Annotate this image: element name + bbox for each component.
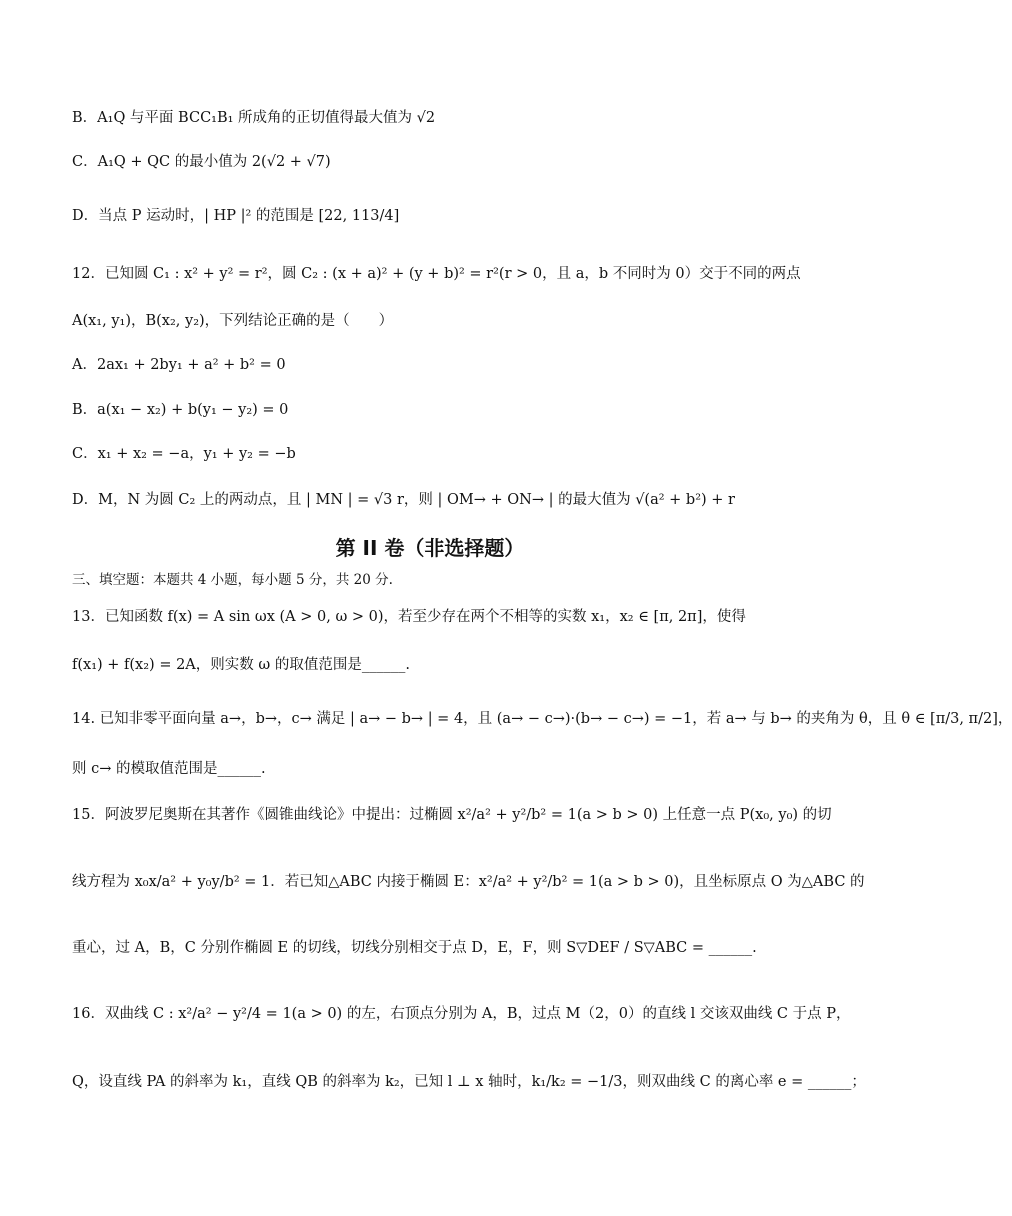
question-16-stem-cont: Q，设直线 PA 的斜率为 k₁，直线 QB 的斜率为 k₂，已知 l ⊥ x 轴时，k₁/k₂ = −1/3，则双曲线 C 的离心率 e = ______；: [72, 1074, 866, 1090]
option-c-q12: C．x₁ + x₂ = −a，y₁ + y₂ = −b: [72, 446, 296, 462]
question-15-stem-cont: 线方程为 x₀x/a² + y₀y/b² = 1．若已知△ABC 内接于椭圆 E：x²/a² + y²/b² = 1(a > b > 0)，且坐标原点 O 为△ABC 的: [72, 874, 865, 890]
option-a-q12: A．2ax₁ + 2by₁ + a² + b² = 0: [72, 357, 286, 373]
question-14-stem: 14. 已知非零平面向量 a→，b→，c→ 满足 | a→ − b→ | = 4，且 (a→ − c→)·(b→ − c→) = −1，若 a→ 与 b→ 的夹角为 θ，且 θ ∈ [π/3, π/2]，: [72, 711, 1012, 727]
option-b-q11: B．A₁Q 与平面 BCC₁B₁ 所成角的正切值得最大值为 √2: [72, 110, 436, 126]
option-c-q11: C．A₁Q + QC 的最小值为 2(√2 + √7): [72, 154, 331, 170]
question-12-stem: 12．已知圆 C₁ : x² + y² = r²，圆 C₂ : (x + a)² + (y + b)² = r²(r > 0，且 a，b 不同时为 0）交于不同的两点: [72, 266, 801, 282]
section-heading: 第 II 卷（非选择题）: [335, 536, 525, 560]
question-16-stem: 16．双曲线 C : x²/a² − y²/4 = 1(a > 0) 的左，右顶点分别为 A，B，过点 M（2，0）的直线 l 交该双曲线 C 于点 P，: [72, 1006, 851, 1022]
question-14-stem-cont: 则 c→ 的模取值范围是______.: [72, 761, 266, 777]
question-12-stem-cont: A(x₁, y₁)，B(x₂, y₂)，下列结论正确的是（ ）: [72, 313, 394, 329]
question-15-stem: 15．阿波罗尼奥斯在其著作《圆锥曲线论》中提出：过椭圆 x²/a² + y²/b² = 1(a > b > 0) 上任意一点 P(x₀, y₀) 的切: [72, 807, 832, 823]
option-b-q12: B．a(x₁ − x₂) + b(y₁ − y₂) = 0: [72, 402, 289, 418]
question-15-stem-end: 重心，过 A，B，C 分别作椭圆 E 的切线，切线分别相交于点 D，E，F，则 S▽DEF / S▽ABC = ______.: [72, 940, 757, 956]
question-13-stem-cont: f(x₁) + f(x₂) = 2A，则实数 ω 的取值范围是______.: [72, 657, 410, 673]
option-d-q12: D．M，N 为圆 C₂ 上的两动点，且 | MN | = √3 r，则 | OM→ + ON→ | 的最大值为 √(a² + b²) + r: [72, 492, 735, 508]
section-instructions: 三、填空题：本题共 4 小题，每小题 5 分，共 20 分.: [72, 572, 393, 588]
question-13-stem: 13．已知函数 f(x) = A sin ωx (A > 0, ω > 0)，若至少存在两个不相等的实数 x₁，x₂ ∈ [π, 2π]，使得: [72, 609, 746, 625]
option-d-q11: D．当点 P 运动时，| HP |² 的范围是 [22, 113/4]: [72, 208, 400, 224]
